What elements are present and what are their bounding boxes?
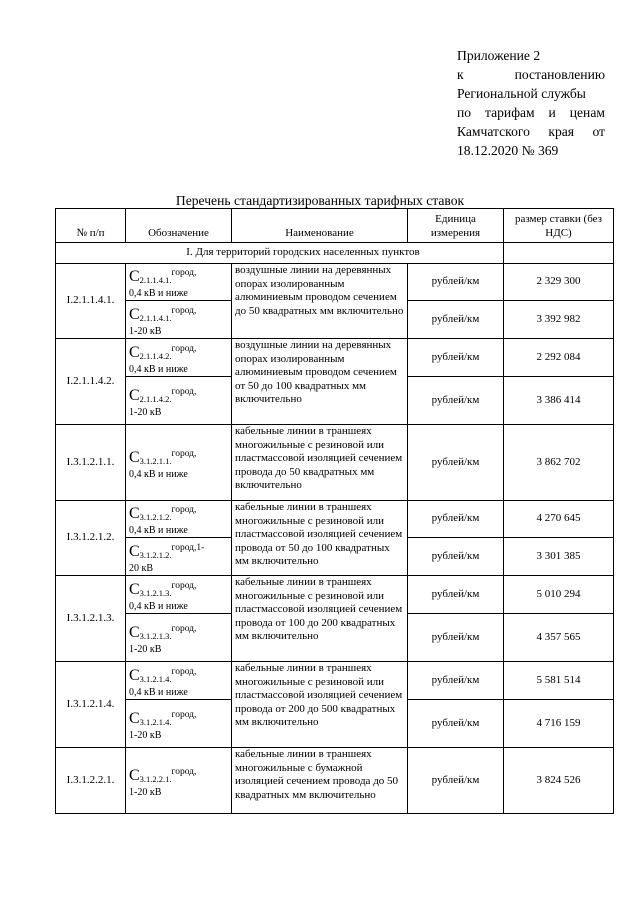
voltage-label: 0,4 кВ и ниже [129,525,188,536]
designation-symbol: $С_{3.1.2.1.4.}^{город,}$ [129,709,197,727]
rate-cell: 3 862 702 [504,425,614,501]
voltage-label: 0,4 кВ и ниже [129,468,188,480]
item-number: I.3.1.2.1.1. [56,425,126,501]
table-row [56,748,614,814]
designation-subscript: 3.1.2.1.4. [139,716,172,727]
appendix-line-5 [457,122,605,141]
designation-subscript: 3.1.2.1.2. [139,549,172,560]
table-row [56,339,614,377]
designation-symbol: $С_{2.1.1.4.2.}^{город,}$ [129,343,197,361]
rate-cell: 2 292 084 [504,339,614,377]
table-row [56,264,614,301]
item-number: I.3.1.2.1.3. [56,576,126,662]
item-number: I.3.1.2.1.4. [56,662,126,748]
designation-subscript: 2.1.1.4.2. [139,350,172,361]
designation-subscript: 3.1.2.2.1. [139,773,172,784]
designation-subscript: 2.1.1.4.1. [139,312,172,323]
designation-superscript: город, [171,505,197,515]
designation-superscript: город, [171,623,197,634]
designation-cell [126,377,232,425]
appendix-word: и [548,105,556,120]
appendix-line-1: Приложение 2 [457,48,541,63]
table-body [56,243,614,814]
designation-cell [126,425,232,501]
appendix-word: от [592,124,605,139]
designation-symbol: $С_{3.1.2.1.2.}^{город,1-}$ [129,542,205,560]
unit-cell: рублей/км [408,301,504,339]
appendix-word: Камчатского [457,124,530,139]
designation-cell [126,301,232,339]
designation-subscript: 3.1.2.1.4. [139,673,172,684]
designation-cell [126,339,232,377]
line-description: воздушные линии на деревянных опорах изолированным алюминиевым проводом сечением от 50 до 100 квадратных мм включительно [232,339,408,425]
designation-symbol: $С_{2.1.1.4.1.}^{город,}$ [129,305,197,323]
section-row [56,243,614,264]
appendix-header [457,46,605,160]
designation-superscript: город, [171,448,197,459]
header-code: Обозначение [126,209,232,243]
designation-cell [126,614,232,662]
designation-superscript: город, [171,386,197,397]
designation-superscript: город, [171,268,197,278]
unit-cell: рублей/км [408,576,504,614]
line-description: кабельные линии в траншеях многожильные с бумажной изоляцией сечением провода до 50 квадратных мм включительно [232,748,408,814]
designation-superscript: город, [171,305,197,316]
voltage-label: 20 кВ [129,562,154,574]
voltage-label: 0,4 кВ и ниже [129,288,188,299]
header-rate: размер ставки (без НДС) [504,209,614,243]
voltage-label: 1-20 кВ [129,729,162,741]
table-header-row [56,209,614,243]
appendix-line-6: 18.12.2020 № 369 [457,143,559,158]
unit-cell: рублей/км [408,339,504,377]
designation-superscript: город, [171,580,197,591]
section-title: I. Для территорий городских населенных пунктов [56,243,504,264]
rate-cell: 5 581 514 [504,662,614,700]
designation-cell [126,700,232,748]
designation-superscript: город,1- [171,542,205,553]
rate-cell: 4 270 645 [504,501,614,538]
appendix-line-3: Региональной службы [457,86,586,101]
appendix-word: ценам [569,105,605,120]
line-description: кабельные линии в траншеях многожильные с резиновой или пластмассовой изоляцией сечением провода до 50 квадратных мм включительно [232,425,408,501]
line-description: воздушные линии на деревянных опорах изолированным алюминиевым проводом сечением до 50 квадратных мм включительно [232,264,408,339]
designation-cell [126,538,232,576]
item-number: I.3.1.2.2.1. [56,748,126,814]
header-name: Наименование [232,209,408,243]
voltage-label: 0,4 кВ и ниже [129,600,188,612]
table-row [56,425,614,501]
voltage-label: 1-20 кВ [129,325,162,337]
table-row [56,576,614,614]
line-description: кабельные линии в траншеях многожильные с резиновой или пластмассовой изоляцией сечением провода от 200 до 500 квадратных мм включительно [232,662,408,748]
voltage-label: 1-20 кВ [129,406,162,418]
header-num: № п/п [56,209,126,243]
designation-superscript: город, [171,766,197,777]
rate-cell: 3 392 982 [504,301,614,339]
appendix-line-4 [457,103,605,122]
designation-subscript: 2.1.1.4.1. [139,275,172,285]
designation-superscript: город, [171,343,197,354]
voltage-label: 0,4 кВ и ниже [129,363,188,375]
table-row [56,662,614,700]
rate-cell: 5 010 294 [504,576,614,614]
designation-superscript: город, [171,666,197,677]
unit-cell: рублей/км [408,614,504,662]
rate-cell: 3 824 526 [504,748,614,814]
item-number: I.2.1.1.4.2. [56,339,126,425]
designation-subscript: 2.1.1.4.2. [139,393,172,404]
appendix-word: тарифам [484,105,535,120]
unit-cell: рублей/км [408,662,504,700]
designation-cell [126,501,232,538]
rate-cell: 3 386 414 [504,377,614,425]
appendix-word: края [548,124,575,139]
designation-cell [126,748,232,814]
unit-cell: рублей/км [408,425,504,501]
tariff-table [55,208,614,814]
designation-superscript: город, [171,709,197,720]
designation-symbol: $С_{3.1.2.1.1.}^{город,}$ [129,448,197,466]
line-description: кабельные линии в траншеях многожильные с резиновой или пластмассовой изоляцией сечением провода от 50 до 100 квадратных мм включительно [232,501,408,576]
appendix-word: постановлению [514,67,605,82]
appendix-word: по [457,105,472,120]
unit-cell: рублей/км [408,264,504,301]
voltage-label: 1-20 кВ [129,643,162,655]
designation-symbol: $С_{3.1.2.1.3.}^{город,}$ [129,623,197,641]
designation-symbol: $С_{3.1.2.1.2.}^{город,}$ [129,505,197,522]
unit-cell: рублей/км [408,700,504,748]
item-number: I.3.1.2.1.2. [56,501,126,576]
unit-cell: рублей/км [408,377,504,425]
designation-symbol: $С_{2.1.1.4.1.}^{город,}$ [129,268,197,285]
unit-cell: рублей/км [408,501,504,538]
line-description: кабельные линии в траншеях многожильные с резиновой или пластмассовой изоляцией сечением провода от 100 до 200 квадратных мм включительно [232,576,408,662]
designation-subscript: 3.1.2.1.2. [139,512,172,522]
rate-cell: 4 716 159 [504,700,614,748]
designation-symbol: $С_{3.1.2.1.4.}^{город,}$ [129,666,197,684]
unit-cell: рублей/км [408,748,504,814]
voltage-label: 0,4 кВ и ниже [129,686,188,698]
designation-symbol: $С_{3.1.2.2.1.}^{город,}$ [129,766,197,784]
section-empty-cell [504,243,614,264]
designation-subscript: 3.1.2.1.3. [139,630,172,641]
designation-subscript: 3.1.2.1.1. [139,455,172,466]
unit-cell: рублей/км [408,538,504,576]
item-number: I.2.1.1.4.1. [56,264,126,339]
designation-cell [126,576,232,614]
designation-cell [126,264,232,301]
appendix-word: к [457,67,464,82]
voltage-label: 1-20 кВ [129,786,162,798]
rate-cell: 4 357 565 [504,614,614,662]
appendix-line-2 [457,65,605,84]
rate-cell: 3 301 385 [504,538,614,576]
header-unit: Единица измерения [408,209,504,243]
designation-subscript: 3.1.2.1.3. [139,587,172,598]
document-title: Перечень стандартизированных тарифных ставок [175,193,465,208]
designation-symbol: $С_{2.1.1.4.2.}^{город,}$ [129,386,197,404]
designation-cell [126,662,232,700]
designation-symbol: $С_{3.1.2.1.3.}^{город,}$ [129,580,197,598]
table-row [56,501,614,538]
rate-cell: 2 329 300 [504,264,614,301]
